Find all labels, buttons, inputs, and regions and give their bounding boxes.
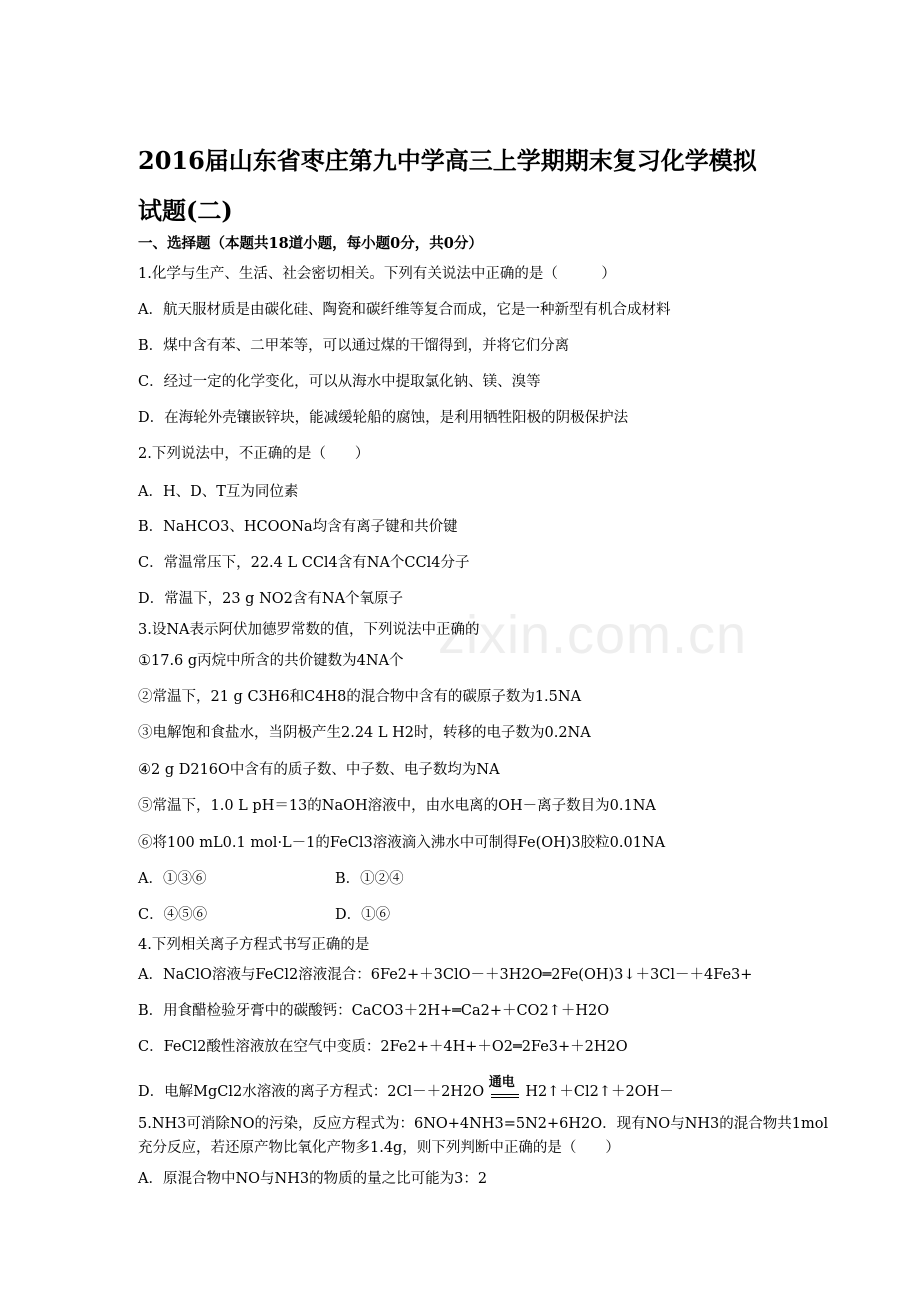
q1-stem: 1.化学与生产、生活、社会密切相关。下列有关说法中正确的是（ ） (138, 266, 616, 282)
double-line-bottom (491, 1097, 519, 1098)
q4-d-left: D．电解MgCl2水溶液的离子方程式：2Cl－＋2H2O (138, 1084, 485, 1100)
q4-option-c: C．FeCl2酸性溶液放在空气中变质：2Fe2+＋4H+＋O2═2Fe3+＋2H2O (138, 1039, 628, 1055)
q4-d-right: H2↑＋Cl2↑＋2OH－ (525, 1084, 674, 1100)
electrolysis-condition: 通电 (488, 1075, 515, 1090)
section-heading: 一、选择题（本题共18道小题，每小题0分，共0分） (138, 235, 483, 252)
q3-statement-4: ④2 g D216O中含有的质子数、中子数、电子数均为NA (138, 762, 500, 778)
q1-option-d: D．在海轮外壳镶嵌锌块，能减缓轮船的腐蚀，是利用牺牲阳极的阴极保护法 (138, 410, 629, 426)
q2-option-a: A．H、D、T互为同位素 (138, 484, 299, 500)
q5-option-a: A．原混合物中NO与NH3的物质的量之比可能为3：2 (138, 1171, 488, 1187)
q5-stem-line1: 5.NH3可消除NO的污染，反应方程式为：6NO+4NH3=5N2+6H2O．现有NO与NH3的混合物共1mol (138, 1116, 829, 1132)
q5-stem-line2: 充分反应，若还原产物比氧化产物多1.4g，则下列判断中正确的是（ ） (138, 1140, 620, 1156)
q3-option-c: C．④⑤⑥ (138, 907, 208, 923)
q2-option-c: C．常温常压下，22.4 L CCl4含有NA个CCl4分子 (138, 555, 470, 571)
electrolysis-arrow (488, 1075, 521, 1102)
q3-statement-3: ③电解饱和食盐水，当阴极产生2.24 L H2时，转移的电子数为0.2NA (138, 725, 591, 741)
q3-option-d: D．①⑥ (335, 907, 391, 923)
q3-statement-2: ②常温下，21 g C3H6和C4H8的混合物中含有的碳原子数为1.5NA (138, 689, 582, 705)
q2-stem: 2.下列说法中，不正确的是（ ） (138, 446, 370, 462)
q3-option-a: A．①③⑥ (138, 871, 207, 887)
doc-title-line1: 2016届山东省枣庄第九中学高三上学期期末复习化学模拟 (138, 146, 757, 175)
q3-statement-6: ⑥将100 mL0.1 mol·L－1的FeCl3溶液滴入沸水中可制得Fe(OH)3胶粒0.01NA (138, 835, 666, 851)
q4-option-d (138, 1075, 674, 1102)
double-line-top (491, 1094, 519, 1095)
q4-option-b: B．用食醋检验牙膏中的碳酸钙：CaCO3＋2H+═Ca2+＋CO2↑＋H2O (138, 1003, 610, 1019)
doc-title-line2: 试题(二) (138, 196, 233, 225)
q2-option-d: D．常温下，23 g NO2含有NA个氧原子 (138, 591, 404, 607)
q2-option-b: B．NaHCO3、HCOONa均含有离子键和共价键 (138, 519, 458, 535)
q3-statement-5: ⑤常温下，1.0 L pH＝13的NaOH溶液中，由水电离的OH－离子数目为0.1NA (138, 798, 656, 814)
q4-stem: 4.下列相关离子方程式书写正确的是 (138, 937, 370, 953)
q1-option-c: C．经过一定的化学变化，可以从海水中提取氯化钠、镁、溴等 (138, 374, 541, 390)
q3-stem: 3.设NA表示阿伏加德罗常数的值，下列说法中正确的 (138, 622, 480, 638)
watermark: zixin.com.cn (438, 605, 748, 665)
q1-option-b: B．煤中含有苯、二甲苯等，可以通过煤的干馏得到，并将它们分离 (138, 338, 570, 354)
q3-option-b: B．①②④ (335, 871, 404, 887)
q4-option-a: A．NaClO溶液与FeCl2溶液混合：6Fe2+＋3ClO－＋3H2O═2Fe(OH)3↓＋3Cl－＋4Fe3+ (138, 967, 753, 983)
q3-statement-1: ①17.6 g丙烷中所含的共价键数为4NA个 (138, 653, 404, 669)
q1-option-a: A．航天服材质是由碳化硅、陶瓷和碳纤维等复合而成，它是一种新型有机合成材料 (138, 302, 671, 318)
